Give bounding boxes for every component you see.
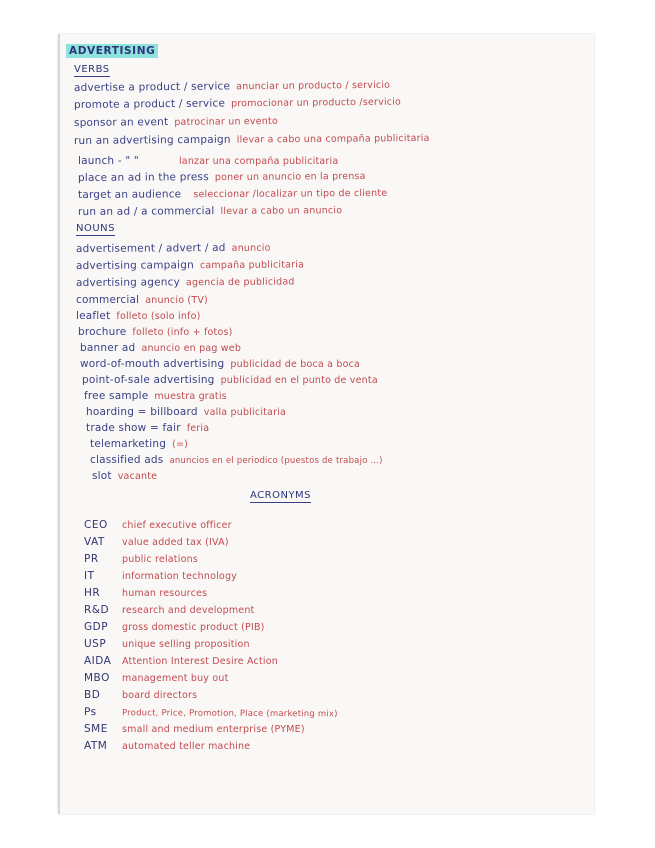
acronym-item: ATM automated teller machine (84, 740, 251, 752)
verbs-heading: VERBS (74, 64, 110, 75)
acronym-item: GDP gross domestic product (PIB) (84, 621, 265, 633)
noun-item: free sample muestra gratis (84, 390, 227, 402)
verb-item: sponsor an event patrocinar un evento (73, 115, 278, 129)
noun-item: brochure folleto (info + fotos) (78, 326, 233, 338)
noun-item: word-of-mouth advertising publicidad de boca a boca (80, 358, 361, 370)
acronym-item: HR human resources (84, 587, 208, 599)
noun-item: point-of-sale advertising publicidad en el punto de venta (82, 374, 378, 386)
noun-item: advertising campaign campaña publicitaria (75, 259, 305, 272)
verb-item: place an ad in the press poner un anuncio en la prensa (77, 170, 366, 184)
acronyms-heading: ACRONYMS (250, 490, 312, 501)
noun-item: hoarding = billboard valla publicitaria (86, 406, 287, 418)
verb-item: launch - " " lanzar una compaña publicitaria (78, 155, 339, 167)
noun-item: commercial anuncio (TV) (76, 294, 208, 306)
noun-item: leaflet folleto (solo info) (76, 310, 201, 322)
acronym-item: VAT value added tax (IVA) (84, 536, 229, 548)
acronym-item: CEO chief executive officer (84, 519, 232, 531)
acronym-item: USP unique selling proposition (84, 638, 250, 650)
acronym-item: R&D research and development (84, 604, 255, 616)
acronym-item: PR public relations (84, 553, 198, 565)
verb-item: promote a product / service promocionar un producto /servicio (73, 96, 402, 111)
acronym-item: AIDA Attention Interest Desire Action (84, 655, 278, 667)
acronym-item: IT information technology (84, 570, 237, 582)
page-title: ADVERTISING (66, 44, 158, 58)
noun-item: classified ads anuncios en el periodico (puestos de trabajo ...) (90, 454, 383, 466)
noun-item: advertising agency agencia de publicidad (75, 276, 295, 289)
acronym-item: MBO management buy out (84, 672, 229, 684)
verb-item: target an audience seleccionar /localizar un tipo de cliente (77, 187, 388, 201)
noun-item: trade show = fair feria (86, 422, 210, 434)
noun-item: telemarketing (=) (90, 438, 189, 450)
nouns-heading: NOUNS (76, 223, 115, 234)
noun-item: advertisement / advert / ad anuncio (75, 241, 271, 255)
verb-item: advertise a product / service anunciar un producto / servicio (73, 79, 391, 94)
verb-item: run an advertising campaign llevar a cabo una compaña publicitaria (73, 132, 430, 147)
verb-item: run an ad / a commercial llevar a cabo un anuncio (77, 205, 343, 218)
acronym-item: Ps Product, Price, Promotion, Place (marketing mix) (83, 706, 338, 720)
acronym-item: SME small and medium enterprise (PYME) (84, 723, 305, 735)
noun-item: banner ad anuncio en pag web (80, 342, 242, 354)
noun-item: slot vacante (92, 470, 158, 482)
acronym-item: BD board directors (84, 689, 198, 701)
